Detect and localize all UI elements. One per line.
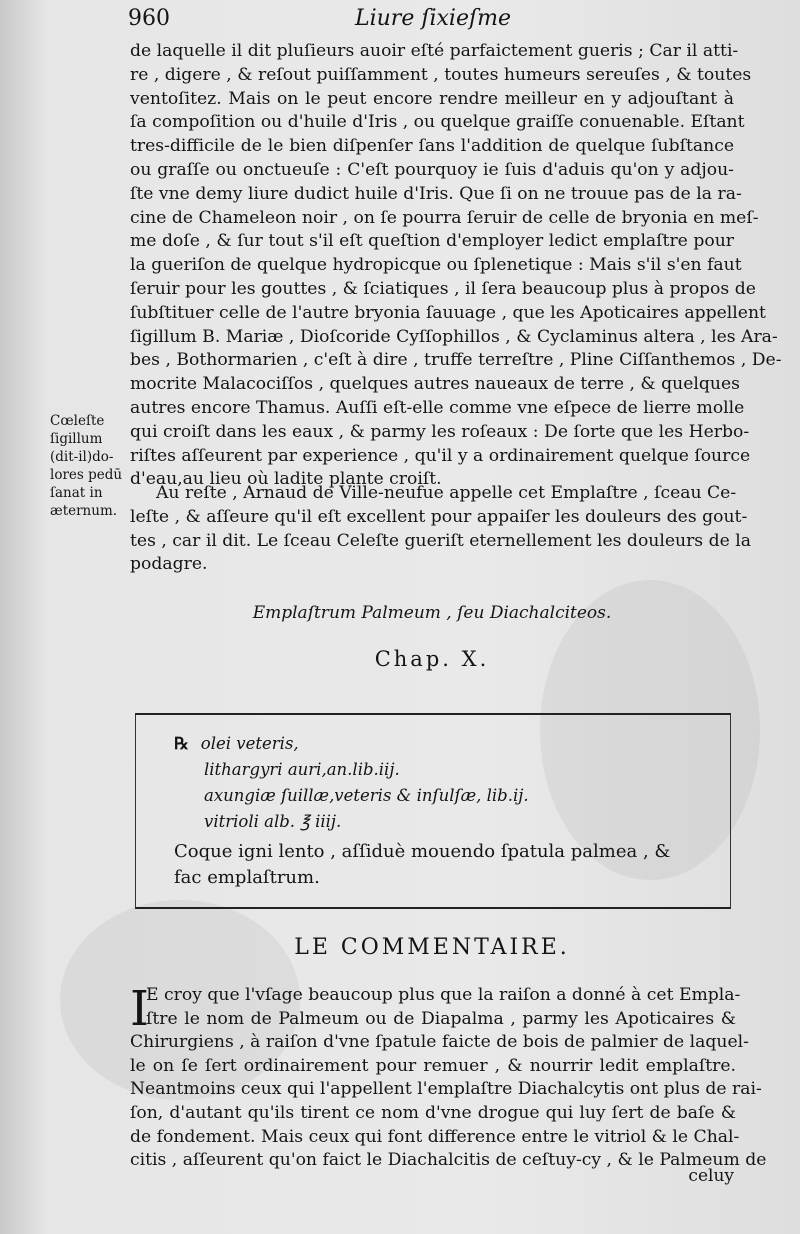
ingredient: olei veteris, <box>200 734 299 753</box>
recipe-symbol-icon: ℞ <box>174 734 189 753</box>
text-line: ſtre le nom de Palmeum ou de Diapalma , parmy les Apoticaires & <box>146 1008 736 1029</box>
text-line: d'eau,au lieu où ladite plante croiſt. <box>130 469 442 490</box>
text-line: Chirurgiens , à raiſon d'vne ſpatule faicte de bois de palmier de laquel- <box>130 1032 749 1053</box>
chapter-heading: Chap. X. <box>374 647 490 671</box>
recipe-ingredients <box>174 731 529 835</box>
margin-note-line: æternum. <box>50 503 118 519</box>
ingredient: lithargyri auri,an.lib.iij. <box>204 760 400 779</box>
text-line: me doſe , & ſur tout s'il eſt queſtion d'employer ledict emplaſtre pour <box>130 231 734 252</box>
text-line: mocrite Malacociſſos , quelques autres naueaux de terre , & quelques <box>130 374 740 395</box>
text-line: re , digere , & reſout puiſſamment , toutes humeurs sereuſes , & toutes <box>130 64 752 85</box>
text-line: qui croiſt dans les eaux , & parmy les roſeaux : De ſorte que les Herbo- <box>130 421 750 442</box>
text-line: de fondement. Mais ceux qui font difference entre le vitriol & le Chal- <box>130 1126 740 1147</box>
margin-note-line: lores pedū <box>50 467 123 483</box>
text-line: ſte vne demy liure dudict huile d'Iris. Que ſi on ne trouue pas de la ra- <box>130 183 742 204</box>
text-line: le on ſe ſert ordinairement pour remuer , & nourrir ledit emplaſtre. <box>130 1055 736 1076</box>
margin-note-line: ſanat in <box>50 485 103 501</box>
commentary-heading: LE COMMENTAIRE. <box>294 935 570 960</box>
recipe-box <box>135 713 731 909</box>
text-line: ſa compoſition ou d'huile d'Iris , ou quelque graiſſe conuenable. Eſtant <box>130 112 745 133</box>
commentary-text <box>130 981 767 1173</box>
recipe-instructions <box>174 839 670 891</box>
paragraph-continuation <box>130 40 782 492</box>
recipe-line <box>174 731 529 757</box>
text-line: tes , car il dit. Le ſceau Celeſte gueriſt eternellement les douleurs de la <box>130 530 751 551</box>
text-line: ſeruir pour les gouttes , & ſciatiques , il ſera beaucoup plus à propos de <box>130 278 756 299</box>
text-line: ſigillum B. Mariæ , Dioſcoride Cyſſophillos , & Cyclaminus altera , les Ara- <box>130 326 778 347</box>
margin-note-line: (dit-il)do- <box>50 449 114 465</box>
text-line: Neantmoins ceux qui l'appellent l'emplaſtre Diachalcytis ont plus de rai- <box>130 1079 762 1100</box>
text-line: cine de Chameleon noir , on ſe pourra ſeruir de celle de bryonia en meſ- <box>130 207 759 228</box>
section-title: Emplaſtrum Palmeum , ſeu Diachalciteos. <box>252 603 612 623</box>
text-line: riſtes aſſeurent par experience , qu'il y a ordinairement quelque ſource <box>130 445 751 466</box>
ingredient: axungiæ ſuillæ,veteris & inſulſæ, lib.ij. <box>204 786 529 805</box>
margin-note-line: Cœleſte <box>50 413 105 429</box>
instruction-line: Coque igni lento , aſſiduè mouendo ſpatula palmea , & <box>174 841 671 862</box>
text-line: ſubſtituer celle de l'autre bryonia ſauuage , que les Apoticaires appellent <box>130 302 766 323</box>
text-line: ou graſſe ou onctueuſe : C'eſt pourquoy ie ſuis d'aduis qu'on y adjou- <box>130 159 734 180</box>
margin-note-line: ſigillum <box>50 431 103 447</box>
text-line: Au reſte , Arnaud de Ville-neufue appelle cet Emplaſtre , ſceau Ce- <box>156 483 737 503</box>
text-line: la gueriſon de quelque hydropicque ou ſplenetique : Mais s'il s'en faut <box>130 255 742 276</box>
text-line: ventoſitez. Mais on le peut encore rendre meilleur en y adjouſtant à <box>130 88 734 109</box>
catchword: celuy <box>688 1166 734 1186</box>
text-line: podagre. <box>130 554 208 575</box>
text-line: de laquelle il dit pluſieurs auoir eſté parfaictement gueris ; Car il atti- <box>130 41 739 61</box>
text-line: citis , aſſeurent qu'on faict le Diachalcitis de ceſtuy-cy , & le Palmeum de <box>130 1150 767 1171</box>
drop-cap: I <box>130 981 149 1037</box>
margin-note <box>50 412 128 520</box>
text-line: tres-difficile de le bien diſpenſer ſans l'addition de quelque ſubſtance <box>130 136 734 157</box>
text-line: leſte , & aſſeure qu'il eſt excellent pour appaiſer les douleurs des gout- <box>130 506 748 527</box>
text-line: bes , Bothormarien , c'eſt à dire , truffe terreſtre , Pline Ciſſanthemos , De- <box>130 350 782 371</box>
text-line: autres encore Thamus. Auſſi eſt-elle comme vne eſpece de lierre molle <box>130 397 745 418</box>
instruction-line: fac emplaſtrum. <box>174 867 320 888</box>
paragraph <box>130 482 751 577</box>
text-line: ſon, d'autant qu'ils tirent ce nom d'vne drogue qui luy ſert de baſe & <box>130 1102 736 1123</box>
text-line: E croy que l'vſage beaucoup plus que la raiſon a donné à cet Empla- <box>146 985 741 1005</box>
ingredient: vitrioli alb. ℥ iiij. <box>204 812 342 831</box>
page-number: 960 <box>128 6 170 31</box>
page-header <box>128 6 738 36</box>
running-title: Liure ſixieſme <box>354 6 511 31</box>
